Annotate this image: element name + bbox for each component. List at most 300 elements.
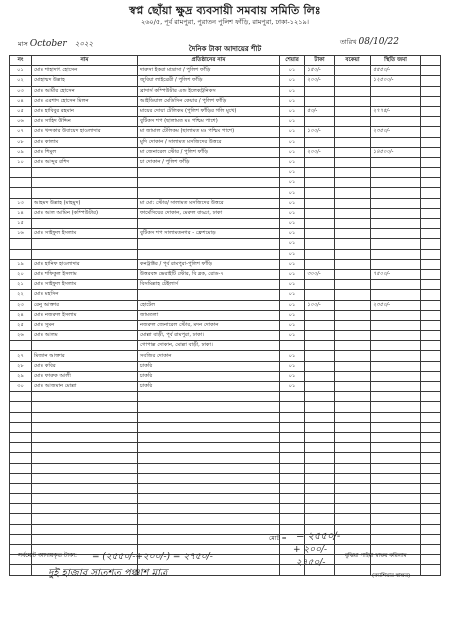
row-deposit xyxy=(371,392,421,402)
row-member-name: মিজান আক্তার xyxy=(32,351,138,361)
row-serial: ০৮ xyxy=(10,137,32,147)
row-share: ০১ xyxy=(280,290,305,300)
row-amount: ৩০০/- xyxy=(305,269,335,279)
table-row xyxy=(10,280,441,290)
row-deposit xyxy=(371,96,421,106)
row-business: মোল্লা বাড়ী, পূর্ব রামপুরা, ঢাকা। xyxy=(138,331,280,341)
date-field xyxy=(340,37,399,48)
row-blank xyxy=(421,96,441,106)
table-row xyxy=(10,331,441,341)
row-member-name xyxy=(32,483,138,493)
row-amount xyxy=(305,320,335,330)
row-member-name xyxy=(32,402,138,412)
row-serial xyxy=(10,565,32,575)
row-business: চাকরি xyxy=(138,382,280,392)
row-business: চা দোকান / পুলিশ ফাঁড়ি xyxy=(138,157,280,167)
total-value: = ২৫৫০/- xyxy=(296,531,341,542)
table-row xyxy=(10,188,441,198)
table-row xyxy=(10,198,441,208)
row-business: মা জেনারেল স্টোর / পুলিশ ফাঁড়ি xyxy=(138,147,280,157)
row-serial xyxy=(10,443,32,453)
row-deposit xyxy=(371,514,421,524)
table-row xyxy=(10,259,441,269)
table-row xyxy=(10,534,441,544)
row-serial xyxy=(10,392,32,402)
row-amount xyxy=(305,86,335,96)
row-dues xyxy=(335,494,371,504)
row-share xyxy=(280,422,305,432)
table-row xyxy=(10,361,441,371)
row-dues xyxy=(335,168,371,178)
row-member-name: মোঃ শফিকুল ইসলাম xyxy=(32,269,138,279)
row-member-name xyxy=(32,392,138,402)
row-blank xyxy=(421,341,441,351)
row-deposit xyxy=(371,219,421,229)
row-dues xyxy=(335,463,371,473)
row-member-name: মোঃ আল আমিন (কম্পিউটার) xyxy=(32,208,138,218)
collected-calculation: = (২৫৫০/-+২০০/-) = ২৭৫০/- xyxy=(92,552,213,562)
cashier-signature-label: (ক্যাশিয়ার স্বাক্ষর) xyxy=(372,573,411,579)
row-share xyxy=(280,412,305,422)
row-amount xyxy=(305,473,335,483)
row-dues xyxy=(335,514,371,524)
row-business: দারুসা ইকরা মাদ্রাসা / পুলিশ ফাঁড়ি xyxy=(138,66,280,76)
row-blank xyxy=(421,249,441,259)
table-row xyxy=(10,310,441,320)
row-member-name xyxy=(32,453,138,463)
row-share xyxy=(280,341,305,351)
row-amount xyxy=(305,331,335,341)
row-blank xyxy=(421,259,441,269)
collected-amount-label: সর্বমোট আদায়কৃত টাকা: xyxy=(18,552,77,559)
table-header-row xyxy=(10,56,441,66)
row-amount xyxy=(305,229,335,239)
table-row xyxy=(10,86,441,96)
row-deposit xyxy=(371,494,421,504)
row-deposit: ২৭৭৫/- xyxy=(371,106,421,116)
row-business xyxy=(138,422,280,432)
table-row xyxy=(10,239,441,249)
row-share: ০১ xyxy=(280,96,305,106)
row-dues xyxy=(335,269,371,279)
row-serial: ২২ xyxy=(10,290,32,300)
row-serial: ২১ xyxy=(10,280,32,290)
row-amount xyxy=(305,239,335,249)
row-business: উত্তরবঙ্গ ভেরাইটি স্টোর, বি ব্লক, রোড-৭ xyxy=(138,269,280,279)
row-member-name xyxy=(32,443,138,453)
row-share: ০১ xyxy=(280,371,305,381)
row-amount: ২০০/- xyxy=(305,76,335,86)
row-deposit xyxy=(371,178,421,188)
row-blank xyxy=(421,310,441,320)
col-serial: নং xyxy=(10,56,32,66)
row-amount xyxy=(305,208,335,218)
row-share xyxy=(280,504,305,514)
row-amount xyxy=(305,157,335,167)
row-deposit xyxy=(371,86,421,96)
row-amount xyxy=(305,188,335,198)
row-dues xyxy=(335,473,371,483)
row-business xyxy=(138,178,280,188)
row-deposit xyxy=(371,382,421,392)
row-member-name: মোঃ নজরুল ইসলাম xyxy=(32,310,138,320)
table-row xyxy=(10,300,441,310)
row-serial xyxy=(10,168,32,178)
row-blank xyxy=(421,269,441,279)
table-row xyxy=(10,178,441,188)
row-dues xyxy=(335,188,371,198)
row-share: ০১ xyxy=(280,137,305,147)
row-blank xyxy=(421,473,441,483)
row-dues xyxy=(335,565,371,575)
row-share: ০১ xyxy=(280,66,305,76)
row-share xyxy=(280,514,305,524)
row-share: ০১ xyxy=(280,178,305,188)
row-dues xyxy=(335,249,371,259)
row-amount: ১০০/- xyxy=(305,300,335,310)
row-amount xyxy=(305,219,335,229)
row-blank xyxy=(421,504,441,514)
row-blank xyxy=(421,463,441,473)
row-amount xyxy=(305,178,335,188)
row-dues xyxy=(335,453,371,463)
row-blank xyxy=(421,127,441,137)
row-amount xyxy=(305,483,335,493)
row-share: ০১ xyxy=(280,168,305,178)
row-blank xyxy=(421,178,441,188)
row-serial xyxy=(10,178,32,188)
row-serial: ২৭ xyxy=(10,351,32,361)
row-business xyxy=(138,504,280,514)
row-serial xyxy=(10,422,32,432)
row-business xyxy=(138,168,280,178)
row-share: ০১ xyxy=(280,86,305,96)
col-dues: বকেয়া xyxy=(335,56,371,66)
row-dues xyxy=(335,351,371,361)
row-blank xyxy=(421,137,441,147)
row-business xyxy=(138,443,280,453)
row-deposit xyxy=(371,198,421,208)
row-serial: ১৪ xyxy=(10,208,32,218)
row-dues xyxy=(335,259,371,269)
row-amount xyxy=(305,361,335,371)
row-amount xyxy=(305,117,335,127)
received-signature-label: বুঝিয়া পাইয়া স্বাক্ষর করিলাম xyxy=(345,553,407,559)
row-deposit xyxy=(371,280,421,290)
row-business xyxy=(138,402,280,412)
table-row xyxy=(10,96,441,106)
table-row xyxy=(10,127,441,137)
row-dues xyxy=(335,147,371,157)
row-serial xyxy=(10,239,32,249)
col-amount: টাকা xyxy=(305,56,335,66)
month-label: মাস xyxy=(18,40,28,48)
row-blank xyxy=(421,188,441,198)
row-dues xyxy=(335,483,371,493)
row-blank xyxy=(421,545,441,555)
row-member-name: মোঃ কালাম xyxy=(32,137,138,147)
row-deposit: ৭৫০০/- xyxy=(371,269,421,279)
table-row xyxy=(10,249,441,259)
row-blank xyxy=(421,300,441,310)
row-amount xyxy=(305,382,335,392)
date-value: 08/10/22 xyxy=(358,37,399,47)
row-share: ০১ xyxy=(280,320,305,330)
row-member-name: মোঃ সুমন xyxy=(32,320,138,330)
row-deposit xyxy=(371,443,421,453)
row-amount xyxy=(305,249,335,259)
row-dues xyxy=(335,504,371,514)
row-member-name xyxy=(32,239,138,249)
row-blank xyxy=(421,198,441,208)
row-serial xyxy=(10,463,32,473)
row-member-name: মোঃ এরশাদ হোসেন মিলন xyxy=(32,96,138,106)
row-amount xyxy=(305,392,335,402)
row-serial: ০৬ xyxy=(10,117,32,127)
row-deposit: ২৩৫০/- xyxy=(371,300,421,310)
row-member-name xyxy=(32,494,138,504)
row-business: জামতলা xyxy=(138,310,280,320)
row-business: নজরুল জেনারেল স্টোর, মদন দোকান xyxy=(138,320,280,330)
row-member-name xyxy=(32,432,138,442)
row-blank xyxy=(421,229,441,239)
row-serial xyxy=(10,249,32,259)
amount-in-words: দুই হাজার সাতশত পঞ্চাশ মাত্র xyxy=(48,568,168,579)
row-serial xyxy=(10,432,32,442)
row-amount xyxy=(305,259,335,269)
row-business: হোটেল xyxy=(138,300,280,310)
row-serial xyxy=(10,504,32,514)
table-row xyxy=(10,76,441,86)
row-member-name xyxy=(32,168,138,178)
month-value: October xyxy=(29,39,67,49)
row-dues xyxy=(335,331,371,341)
row-blank xyxy=(421,534,441,544)
row-share: ০১ xyxy=(280,198,305,208)
row-serial: ৩০ xyxy=(10,382,32,392)
table-row xyxy=(10,402,441,412)
row-dues xyxy=(335,198,371,208)
row-serial xyxy=(10,534,32,544)
row-serial: ১৯ xyxy=(10,259,32,269)
row-share xyxy=(280,483,305,493)
row-business: চাকরি xyxy=(138,371,280,381)
row-dues xyxy=(335,443,371,453)
row-amount xyxy=(305,402,335,412)
row-dues xyxy=(335,402,371,412)
row-deposit xyxy=(371,432,421,442)
row-business xyxy=(138,188,280,198)
row-business: মুদি দোকান / সালামত মসজিদের উত্তরে xyxy=(138,137,280,147)
row-share: ০১ xyxy=(280,310,305,320)
row-member-name: মোঃ কবির xyxy=(32,361,138,371)
row-deposit: ১২৫০০/- xyxy=(371,76,421,86)
row-dues xyxy=(335,320,371,330)
row-business xyxy=(138,412,280,422)
year-value: ২০২২ xyxy=(74,40,94,48)
row-blank xyxy=(421,412,441,422)
row-deposit xyxy=(371,534,421,544)
row-amount xyxy=(305,198,335,208)
row-share: ০১ xyxy=(280,219,305,229)
row-business: মা মো: স্টোর/ সালামত মসজিদের উত্তরে xyxy=(138,198,280,208)
row-blank xyxy=(421,392,441,402)
row-business xyxy=(138,290,280,300)
row-member-name: মোঃ সাইফুল ইসলাম xyxy=(32,229,138,239)
table-row xyxy=(10,351,441,361)
row-share xyxy=(280,402,305,412)
row-member-name: মোঃ ফারুক আলী xyxy=(32,371,138,381)
table-row xyxy=(10,269,441,279)
row-blank xyxy=(421,514,441,524)
row-serial: ১৬ xyxy=(10,229,32,239)
row-business xyxy=(138,219,280,229)
row-share xyxy=(280,463,305,473)
row-member-name: আহমদ উল্লাহ (মাহমুদ) xyxy=(32,198,138,208)
row-blank xyxy=(421,483,441,493)
total-addition: + ২০০/- xyxy=(293,545,328,555)
row-blank xyxy=(421,117,441,127)
table-row xyxy=(10,514,441,524)
row-member-name: মোঃ সাহিদ উদ্দিন xyxy=(32,117,138,127)
row-serial: ১৩ xyxy=(10,198,32,208)
row-business xyxy=(138,432,280,442)
row-dues xyxy=(335,96,371,106)
row-deposit: ৫৫৫০/- xyxy=(371,66,421,76)
row-dues xyxy=(335,412,371,422)
row-amount xyxy=(305,443,335,453)
row-deposit xyxy=(371,259,421,269)
row-dues xyxy=(335,290,371,300)
row-blank xyxy=(421,565,441,575)
row-serial xyxy=(10,494,32,504)
row-business: বিসমিল্লাহ টেইলার্স xyxy=(138,280,280,290)
table-row xyxy=(10,168,441,178)
row-serial xyxy=(10,483,32,493)
row-deposit xyxy=(371,402,421,412)
row-dues xyxy=(335,310,371,320)
row-member-name: মোঃ আমীর হোসেন xyxy=(32,86,138,96)
row-serial: ০১ xyxy=(10,66,32,76)
row-serial: ২৯ xyxy=(10,371,32,381)
row-blank xyxy=(421,147,441,157)
row-share xyxy=(280,473,305,483)
row-business: বুটিকস শপ (ছালামত মঃ পশ্চিম পাশে) xyxy=(138,117,280,127)
row-amount xyxy=(305,422,335,432)
row-deposit xyxy=(371,320,421,330)
sheet-title: দৈনিক টাকা আদায়ের শীট xyxy=(188,45,262,53)
row-blank xyxy=(421,524,441,534)
row-amount: ১০০/- xyxy=(305,127,335,137)
row-deposit xyxy=(371,168,421,178)
row-deposit xyxy=(371,473,421,483)
table-row xyxy=(10,422,441,432)
row-deposit xyxy=(371,331,421,341)
row-member-name xyxy=(32,249,138,259)
row-amount xyxy=(305,290,335,300)
row-share: ০১ xyxy=(280,249,305,259)
table-row xyxy=(10,524,441,534)
row-amount: ৫০/- xyxy=(305,106,335,116)
row-member-name: মোঃ আব্দুর রশিদ xyxy=(32,157,138,167)
row-dues xyxy=(335,229,371,239)
row-share: ০১ xyxy=(280,229,305,239)
row-member-name xyxy=(32,504,138,514)
row-dues xyxy=(335,382,371,392)
row-serial xyxy=(10,514,32,524)
table-row xyxy=(10,147,441,157)
table-row xyxy=(10,382,441,392)
row-dues xyxy=(335,432,371,442)
row-amount xyxy=(305,137,335,147)
row-serial: ১৫ xyxy=(10,219,32,229)
total-sum: ২৭৫০/- xyxy=(296,558,326,568)
row-amount xyxy=(305,371,335,381)
row-share xyxy=(280,443,305,453)
row-deposit xyxy=(371,117,421,127)
table-row xyxy=(10,504,441,514)
table-row xyxy=(10,219,441,229)
row-deposit xyxy=(371,361,421,371)
row-business xyxy=(138,392,280,402)
row-blank xyxy=(421,371,441,381)
row-share: ০১ xyxy=(280,208,305,218)
row-member-name xyxy=(32,219,138,229)
row-dues xyxy=(335,361,371,371)
row-deposit xyxy=(371,157,421,167)
row-share xyxy=(280,432,305,442)
row-blank xyxy=(421,280,441,290)
row-member-name: মোহাম্মদ উল্লাহ xyxy=(32,76,138,86)
row-deposit xyxy=(371,504,421,514)
table-row xyxy=(10,290,441,300)
table-row xyxy=(10,320,441,330)
row-serial xyxy=(10,473,32,483)
row-amount xyxy=(305,514,335,524)
row-deposit xyxy=(371,239,421,249)
row-blank xyxy=(421,168,441,178)
row-business xyxy=(138,249,280,259)
row-business: মায়ের দোয়া টেলিকম (পুলিশ ফাঁড়ির গলি মুখে) xyxy=(138,106,280,116)
row-share: ০১ xyxy=(280,127,305,137)
table-row xyxy=(10,432,441,442)
row-business xyxy=(138,453,280,463)
row-amount xyxy=(305,453,335,463)
row-share: ০১ xyxy=(280,382,305,392)
row-member-name xyxy=(32,412,138,422)
row-dues xyxy=(335,422,371,432)
table-row xyxy=(10,453,441,463)
row-member-name xyxy=(32,341,138,351)
row-serial: ০৪ xyxy=(10,96,32,106)
row-business: আইডিয়াল মেডিসিন কেয়ার / পুলিশ ফাঁড়ি xyxy=(138,96,280,106)
table-row xyxy=(10,483,441,493)
row-amount xyxy=(305,504,335,514)
row-blank xyxy=(421,76,441,86)
table-row xyxy=(10,341,441,351)
collection-table xyxy=(9,55,441,576)
row-deposit xyxy=(371,310,421,320)
row-deposit xyxy=(371,351,421,361)
row-amount xyxy=(305,494,335,504)
col-business: প্রতিষ্ঠানের নাম xyxy=(138,56,280,66)
row-blank xyxy=(421,331,441,341)
row-serial: ০২ xyxy=(10,76,32,86)
row-dues xyxy=(335,178,371,188)
row-business: চাকরি xyxy=(138,361,280,371)
row-serial xyxy=(10,341,32,351)
row-blank xyxy=(421,361,441,371)
